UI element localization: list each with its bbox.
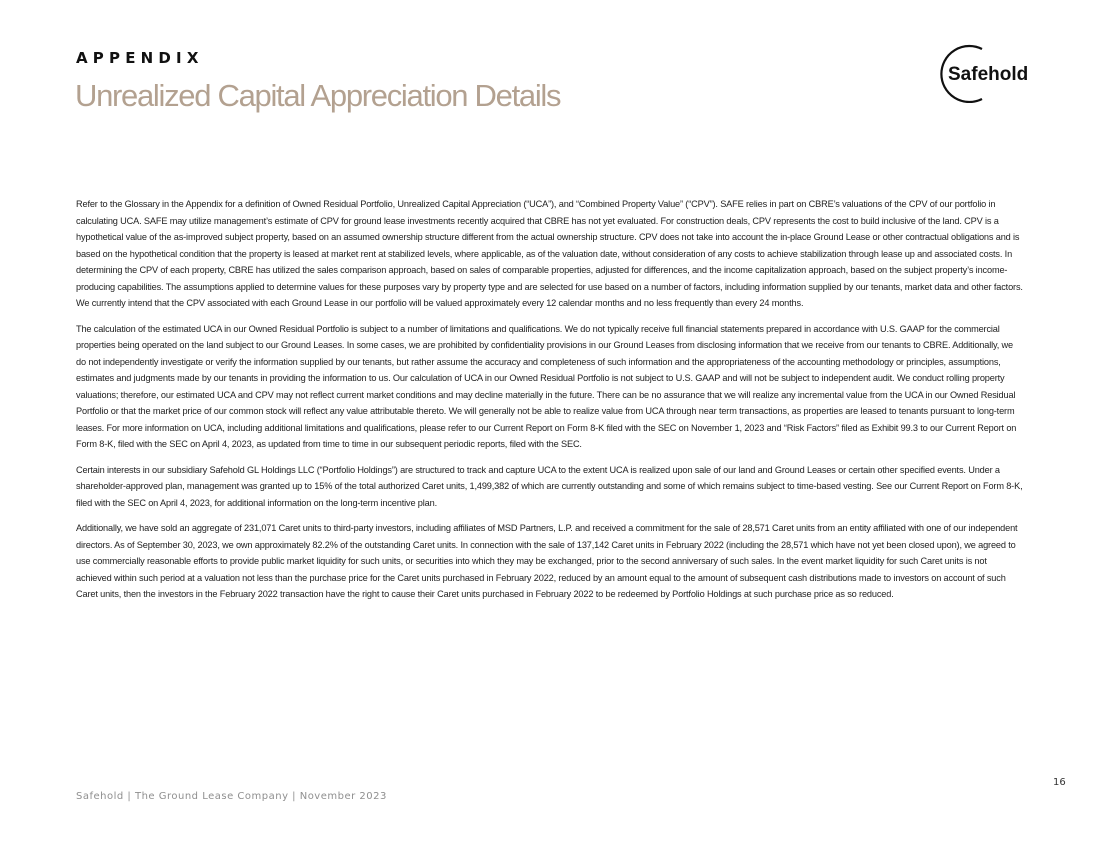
paragraph-caret-units: Additionally, we have sold an aggregate of 231,071 Caret units to third-party investors, including affiliates of MSD Partners, L.P. and received a commitment for the sale of 28,571 Caret units from an entity affiliated with one of our independent directors. As of September 30, 2023, we own approximately 82.2% of the outstanding Caret units. In connection with the sale of 137,142 Caret units in February 2022 (including the 28,571 which have not yet been closed upon), we agreed to use commercially reasonable efforts to provide public market liquidity for such units, or securities into which they may be exchanged, prior to the second anniversary of such sales. In the event market liquidity for such Caret units is not achieved within such period at a valuation not less than the purchase price for the Caret units purchased in February 2022, reduced by an amount equal to the amount of subsequent cash distributions made to investors on account of such Caret units, then the investors in the February 2022 transaction have the right to cause their Caret units purchased in February 2022 to be redeemed by Portfolio Holdings at such purchase price as so reduced. <box>76 523 1018 599</box>
paragraph-definitions: Refer to the Glossary in the Appendix for a definition of Owned Residual Portfolio, Unrealized Capital Appreciation (“UCA”), and “Combined Property Value” (“CPV”). SAFE relies in part on CBRE’s valuations of the CPV of our portfolio in calculating UCA. SAFE may utilize management’s estimate of CPV for ground lease investments recently acquired that CBRE has not yet evaluated. For construction deals, CPV represents the cost to build inclusive of the land. CPV is a hypothetical value of the as-improved subject property, based on an assumed ownership structure different from the actual ownership structure. CPV does not take into account the in-place Ground Lease or other contractual obligations and is based on the hypothetical condition that the property is leased at market rent at stabilized levels, where applicable, as of the valuation date, without consideration of any costs to achieve stabilization through lease up and associated costs. In determining the CPV of each property, CBRE has utilized the sales comparison approach, based on sales of comparable properties, adjusted for differences, and the income capitalization approach, based on the subject property’s income-producing capabilities. The assumptions applied to determine values for these purposes vary by property type and are selected for use based on a number of factors, including information supplied by our tenants, market data and other factors. We currently intend that the CPV associated with each Ground Lease in our portfolio will be valued approximately every 12 calendar months and no less frequently than every 24 months. <box>76 199 1023 308</box>
footer-text: Safehold | The Ground Lease Company | November 2023 <box>76 791 387 802</box>
paragraph-limitations: The calculation of the estimated UCA in our Owned Residual Portfolio is subject to a number of limitations and qualifications. We do not typically receive full financial statements prepared in accordance with U.S. GAAP for the commercial properties being operated on the land subject to our Ground Leases. In some cases, we are prohibited by confidentiality provisions in our Ground Leases from disclosing information that we receive from our tenants to CBRE. Additionally, we do not independently investigate or verify the information supplied by our tenants, but rather assume the accuracy and completeness of such information and the appropriateness of the accounting methodology or principles, assumptions, estimates and judgments made by our tenants in providing the information to us. Our calculation of UCA in our Owned Residual Portfolio is not subject to U.S. GAAP and will not be subject to independent audit. We conduct rolling property valuations; therefore, our estimated UCA and CPV may not reflect current market conditions and may decline materially in the future. There can be no assurance that we will realize any incremental value from the UCA in our Owned Residual Portfolio or that the market price of our common stock will reflect any value attributable thereto. We will generally not be able to realize value from UCA through near term transactions, as properties are leased to tenants pursuant to long-term leases. For more information on UCA, including additional limitations and qualifications, please refer to our Current Report on Form 8-K filed with the SEC on November 1, 2023 and “Risk Factors” filed as Exhibit 99.3 to our Current Report on Form 8-K, filed with the SEC on April 4, 2023, as updated from time to time in our subsequent periodic reports, filed with the SEC. <box>76 323 1017 449</box>
paragraph-portfolio-holdings: Certain interests in our subsidiary Safehold GL Holdings LLC (“Portfolio Holdings”) are structured to track and capture UCA to the extent UCA is realized upon sale of our land and Ground Leases or certain other specified events. Under a shareholder-approved plan, management was granted up to 15% of the total authorized Caret units, 1,499,382 of which are currently outstanding and some of which remains subject to time-based vesting. See our Current Report on Form 8-K, filed with the SEC on April 4, 2023, for additional information on the long-term incentive plan. <box>76 464 1023 508</box>
page-title: Unrealized Capital Appreciation Details <box>75 78 561 113</box>
safehold-logo <box>938 43 1028 103</box>
section-label: APPENDIX <box>76 49 204 67</box>
body-text <box>76 196 1024 612</box>
page-number: 16 <box>1053 777 1066 788</box>
logo-wordmark: Safehold <box>948 64 1028 85</box>
